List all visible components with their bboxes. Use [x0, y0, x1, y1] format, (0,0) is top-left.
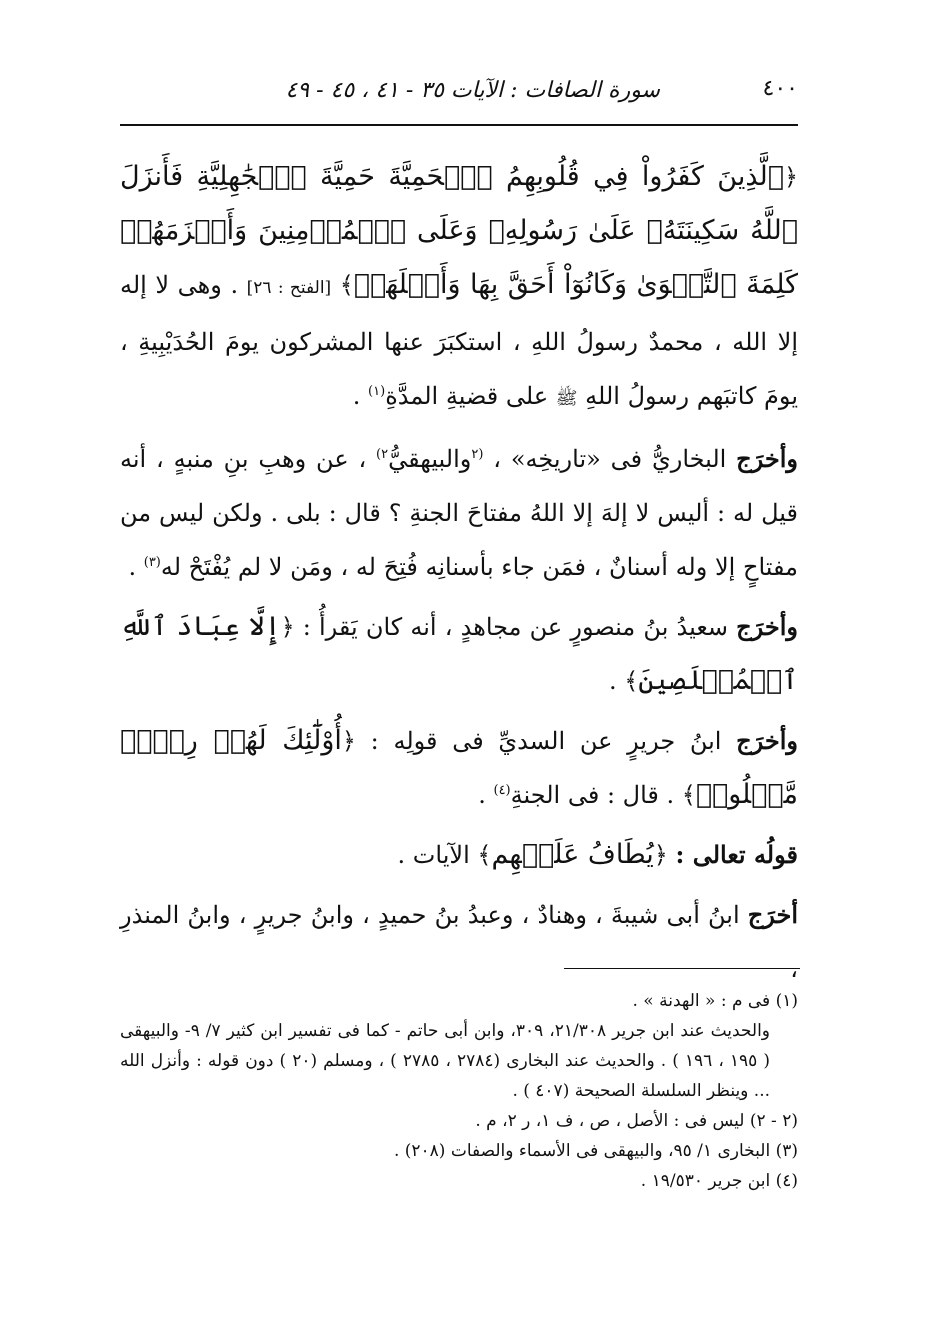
salutation-mark: ﷺ	[555, 388, 578, 409]
footnote: والحديث عند ابن جرير ٢١/٣٠٨، ٣٠٩، وابن أبى حاتم - كما فى تفسير ابن كثير ٧/ ٩- والبيهقى ( ١٩٥ ، ١٩٦ ) . والحديث عند البخارى (٢٧٨٤ ، ٢٧٨٥ ) ، ومسلم (٢٠ ) دون قوله : وأنزل الله ... وينظر السلسلة الصحيحة (٤٠٧ ) .	[120, 1021, 771, 1101]
quran-verse: ٱلَّذِينَ كَفَرُواْ فِي قُلُوبِهِمُ ٱلۡحَمِيَّةَ حَمِيَّةَ ٱلۡجَٰهِلِيَّةِ فَأَنزَلَ ٱللَّهُ سَكِينَتَهُۥ عَلَىٰ رَسُولِهِۦ وَعَلَى ٱلۡمُؤۡمِنِينَ وَأَلۡزَمَهُمۡ كَلِمَةَ ٱلتَّقۡوَىٰ وَكَانُوٓاْ أَحَقَّ بِهَا وَأَهۡلَهَاۚ	[120, 161, 798, 300]
paragraph-text: .	[352, 382, 369, 410]
paragraph-2	[120, 432, 798, 594]
paragraph-3	[120, 600, 798, 708]
paragraph-text: .	[478, 781, 494, 809]
quran-bracket-close: ﴾	[681, 781, 696, 809]
quran-bracket-close: ﴾	[624, 667, 639, 695]
paragraph-text: .	[608, 667, 625, 695]
footnotes	[120, 986, 798, 1196]
main-text	[120, 150, 798, 996]
running-header: سورة الصافات : الآيات ٣٥ - ٤١ ، ٤٥ - ٤٩	[285, 78, 660, 103]
paragraph-text: ، عن وهبِ بنِ منبهٍ ، أنه قيل له : أليس لا إلهَ إلا اللهُ مفتاحَ الجنةِ ؟ قال : بلى . ولكن ليس من مفتاحٍ إلا وله أسنانٌ ، فمَن جاء بأسنانِه فُتِحَ له ، ومَن لا لم يُفْتَحْ له	[120, 445, 799, 581]
paragraph-lead: وأخرَج	[736, 612, 798, 641]
paragraph-text: . قال : فى الجنةِ	[510, 781, 682, 809]
quran-bracket-open: ﴿	[653, 841, 676, 869]
footnote-marker: ٢)	[376, 447, 389, 462]
quran-verse: أُوْلَٰٓئِكَ لَهُمۡ رِزۡقٞ مَّعۡلُومٞ	[120, 725, 798, 810]
header-divider	[120, 124, 798, 126]
paragraph-text: البخاريُّ فى «تاريخِه» ،	[483, 445, 737, 473]
paragraph-5	[120, 828, 798, 882]
paragraph-4	[120, 714, 798, 822]
paragraph-text: .	[128, 553, 144, 581]
quran-bracket-open: ﴿	[280, 613, 295, 641]
footnote: (٢ - ٢) ليس فى : الأصل ، ص ، ف ١، ر ٢، م .	[475, 1111, 798, 1131]
paragraph-text: سعيدُ بنُ منصورٍ عن مجاهدٍ ، أنه كان يَقرأُ :	[294, 613, 737, 641]
paragraph-text: ابنُ أبى شيبةَ ، وهنادٌ ، وعبدُ بنُ حميدٍ ، وابنُ جريرٍ ، وابنُ المنذرِ ،	[120, 901, 798, 983]
paragraph-lead: أخرَج	[747, 900, 798, 929]
paragraph-text: الآيات .	[397, 841, 478, 869]
quran-verse: إِلَّا عِبَادَ ٱللَّهِ ٱلۡمُخۡلَصِينَ	[120, 611, 798, 696]
footnote: (٤) ابن جرير ١٩/٥٣٠ .	[640, 1171, 798, 1191]
footnote-divider	[564, 968, 800, 969]
paragraph-lead: قولُه تعالى :	[675, 840, 798, 869]
paragraph-lead: وأخرَج	[736, 726, 798, 755]
paragraph-text: . وهى لا إله إلا الله ، محمدٌ رسولُ اللهِ ، استكبَرَ عنها المشركون يومَ الحُدَيْبِيةِ ، يومَ كاتبَهم رسولُ اللهِ	[120, 271, 798, 410]
footnote: (١) فى م : « الهدنة » .	[632, 991, 798, 1011]
quran-bracket-close: ﴾	[477, 841, 492, 869]
footnote-marker: (٢	[471, 447, 484, 462]
footnote-marker: (٤)	[493, 783, 511, 798]
paragraph-6	[120, 888, 798, 996]
footnote-marker: (١)	[368, 384, 386, 399]
paragraph-1	[120, 150, 798, 426]
footnote-marker: (٣)	[143, 555, 161, 570]
quran-bracket-open: ﴿	[341, 727, 356, 755]
paragraph-text: ابنُ جريرٍ عن السديِّ فى قولِه :	[355, 727, 737, 755]
quran-bracket-open: ﴿	[783, 163, 798, 191]
footnote: (٣) البخارى ١/ ٩٥، والبيهقى فى الأسماء والصفات (٢٠٨) .	[393, 1141, 798, 1161]
paragraph-text: على قضيةِ المدَّةِ	[385, 382, 556, 410]
paragraph-lead: وأخرَج	[736, 444, 798, 473]
paragraph-text: والبيهقيُّ	[388, 445, 472, 473]
page-number: ٤٠٠	[762, 76, 798, 101]
quran-verse: يُطَافُ عَلَيۡهِم	[491, 839, 654, 870]
verse-citation: [الفتح : ٢٦]	[246, 278, 332, 298]
quran-bracket-close: ﴾	[339, 271, 354, 299]
